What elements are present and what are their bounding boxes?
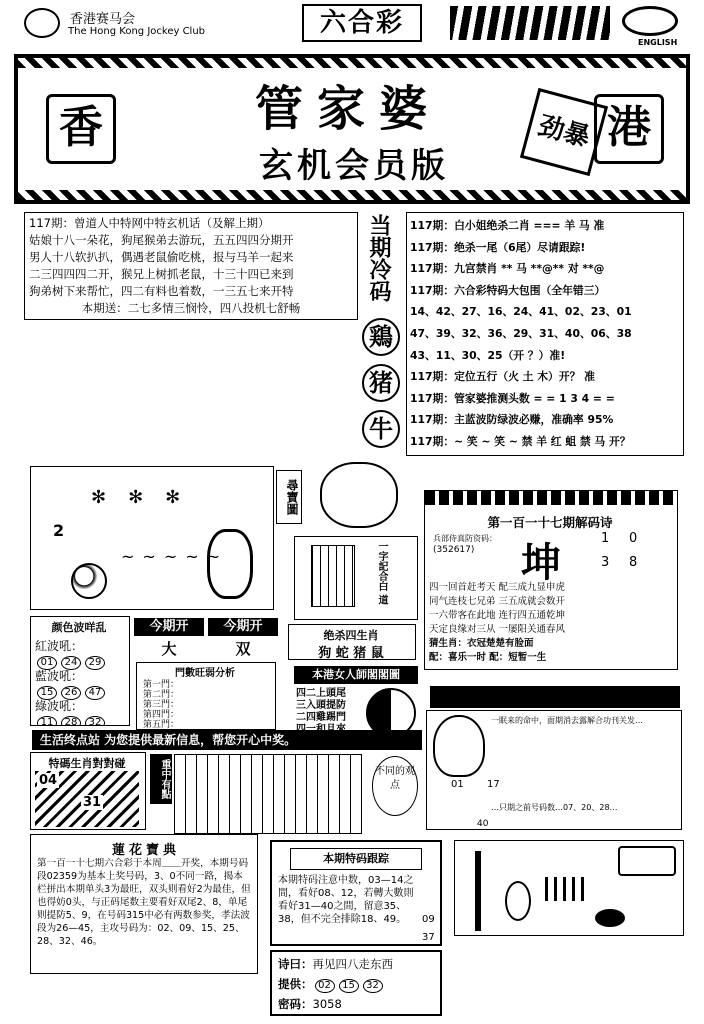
decode-big-char: 坤: [521, 539, 561, 586]
text-line: 本期送：二七多情三悯怜，四八投机七舒畅: [81, 301, 301, 315]
tips-label: 提供：: [278, 977, 313, 991]
decode-box: [424, 490, 678, 670]
decode-riddle: 配：喜乐一时 配：短暂一生: [429, 652, 547, 663]
kai-value: 大: [161, 640, 177, 658]
banner-subtitle: 玄机会员版: [259, 146, 449, 186]
girl-box: [426, 710, 682, 830]
kid-icon: [505, 881, 531, 921]
text-line: 117期：九宫禁肖 ** 马 **@** 对 **@: [410, 262, 605, 276]
fortune-box: [136, 662, 276, 730]
oval-icon: [595, 909, 625, 927]
decode-riddle: 猜生肖：衣冠楚楚有脸面: [429, 638, 534, 649]
wave-number: 28: [61, 716, 81, 726]
treasure-label: 尋寶圖: [276, 470, 302, 524]
kai-value: 双: [235, 640, 251, 658]
cold-item: 鶏: [362, 318, 400, 356]
black-bar: [430, 686, 680, 708]
left-text-box: [24, 212, 358, 320]
wave-number: 11: [37, 716, 57, 726]
book-icon: [618, 846, 676, 876]
pig-mascot-icon: [320, 462, 398, 528]
waves-title: 颜色波咩乱: [51, 621, 107, 634]
lotus-body: 第一百一十七期六合彩于本周＿＿开奖，本期号码段02359为基本上奖号码，3、0不同一路，揭本栏拼出本期单头3为最旺，双头则看好2为最佳，但也得妨0头，与正码尾数主要看好双尾2、8，单尾则提防5、9，在号码315中必有两数参奖，孝法波段为26—45，主攻号码为：02、09、15、25、28、32、46。: [37, 858, 251, 947]
tip-number: 02: [315, 979, 335, 993]
special-number: 04: [39, 773, 58, 788]
banner-main-title: 管家婆: [254, 81, 441, 137]
fortune-row: 第三門：: [143, 700, 180, 710]
special-tag: 重中有點: [150, 754, 172, 804]
wave-label: 藍波吼：: [35, 669, 84, 683]
wave-row: [35, 667, 107, 700]
text-line: 117期：主蓝波防绿波必赚，准确率 95%: [410, 413, 614, 427]
wave-number: 47: [85, 686, 105, 700]
special-number: 31: [83, 795, 102, 810]
lotus-title: 蓮花寶典: [111, 843, 180, 858]
right-text-box: [406, 212, 684, 456]
newspaper-columns: [174, 754, 362, 834]
track-box: [270, 840, 442, 946]
text-line: 二三四四四二开，猴兄上树抓老鼠，十三十四已来到: [29, 267, 294, 281]
code-row: [278, 996, 342, 1012]
eight-title: 本港女人師閣閣圖: [294, 666, 418, 684]
puzzle-box: [30, 466, 274, 610]
riddle-box: [294, 536, 418, 620]
track-side-number: 37: [422, 932, 435, 943]
kill4-box: [288, 624, 416, 660]
cold-label: 当期冷码: [366, 214, 392, 302]
decode-title: 第一百一十七期解码诗: [487, 515, 613, 530]
wave-number: 01: [37, 656, 57, 670]
eight-line: 三入頭提防: [296, 700, 346, 711]
poem-box: [270, 950, 442, 1016]
eight-line: 四二上頭尾: [296, 688, 346, 699]
text-line: 117期：六合彩特码大包围（全年错三）: [410, 283, 606, 297]
wave-row: [35, 637, 107, 670]
eight-line: 二四雞踢門: [296, 712, 346, 723]
fortune-title: 門數旺弱分析: [175, 668, 235, 679]
kai-title: 今期开: [134, 618, 204, 636]
cold-item: 猪: [362, 364, 400, 402]
decode-digit: 1: [601, 531, 610, 546]
tip-number: 15: [339, 979, 359, 993]
wave-number: 29: [85, 656, 105, 670]
wave-number: 32: [85, 716, 105, 726]
banner-side-right: 港: [594, 94, 664, 164]
girl-number: 17: [487, 779, 500, 790]
ball-icon: [71, 563, 107, 599]
poem-label: 诗曰：: [278, 957, 313, 971]
text-line: 男人十八软扒扒，偶遇老鼠偷吃桃，报与马羊一起来: [29, 250, 294, 264]
header-title: 六合彩: [302, 4, 422, 42]
lottery-logo-icon: [622, 6, 678, 36]
banner-side-left: 香: [46, 94, 116, 164]
girl-portrait-icon: [433, 715, 485, 777]
decode-header-pattern: [425, 491, 675, 505]
cold-item: 牛: [362, 410, 400, 448]
kill4-title: 绝杀四生肖: [323, 629, 379, 642]
banner: [14, 54, 690, 204]
fortune-row: 第一門：: [143, 680, 180, 690]
jockey-club-logo-icon: [24, 8, 60, 38]
kill4-values: 狗 蛇 猪 鼠: [318, 646, 384, 660]
english-label: ENGLISH: [638, 38, 678, 47]
code-value: 3058: [312, 997, 342, 1011]
wave-icons: ~~~~~: [121, 547, 229, 566]
track-title: 本期特码跟踪: [290, 848, 422, 870]
banner-border-pattern: [18, 58, 686, 68]
track-body: 本期特码注意中数，03—14之間，看好08、12，若轉大數則看好31—40之間，留意35、38，但不完全排除18、49。: [278, 875, 414, 925]
special-box: [30, 752, 146, 830]
fortune-row: 第二門：: [143, 690, 180, 700]
decode-poem: [429, 581, 673, 665]
decode-code-value: (352617): [433, 545, 475, 555]
poem-line: 一六带客在此地 连行四五通乾坤: [429, 610, 566, 621]
banner-border-pattern: [18, 190, 686, 200]
text-line: 117期：定位五行（火 土 木）开？ 准: [410, 370, 595, 384]
text-line: 43、11、30、25（开 ？）准!: [410, 348, 566, 362]
decode-digit: 8: [629, 555, 638, 570]
wave-number: 15: [37, 686, 57, 700]
poem-line: 四一回首赶考天 配三成九显申虎: [429, 582, 566, 593]
fortune-row: 第四門：: [143, 710, 180, 720]
girl-body-text: 一眠来的命中，面期消去露解合功刊关发…: [491, 716, 643, 725]
special-title: 特碼生肖對對碰: [48, 757, 126, 770]
text-line: 狗弟树下来帮忙，四二有料也着数，一三五七来开特: [29, 284, 294, 298]
banner-burst: 劲暴: [520, 88, 608, 176]
decode-digit: 0: [629, 531, 638, 546]
wave-number: 26: [61, 686, 81, 700]
track-side-number: 09: [422, 914, 435, 925]
text-line: 117期：白小姐绝杀二肖 === 羊 马 准: [410, 219, 605, 232]
not-view-label: 不同的观点: [372, 756, 418, 816]
riddle-scroll-icon: [311, 545, 355, 607]
club-name-en: The Hong Kong Jockey Club: [68, 26, 206, 37]
decode-digit: 3: [601, 555, 610, 570]
bird-icons: ✻✻✻: [91, 487, 203, 508]
text-line: 14、42、27、16、24、41、02、23、01: [410, 305, 632, 319]
text-line: 47、39、32、36、29、31、40、06、38: [410, 326, 632, 340]
poem-text: 再见四八走东西: [312, 957, 393, 971]
fence-icon: [545, 877, 585, 901]
code-label: 密码：: [278, 997, 313, 1011]
tips-row: [278, 976, 385, 993]
text-line: 姑娘十八一朵花，狗尾猴弟去游玩，五五四四分期开: [29, 233, 294, 247]
wave-number: 24: [61, 656, 81, 670]
eight-text: [296, 688, 346, 736]
poem-line: 同气连枝七兄弟 三五成就会数开: [429, 596, 566, 607]
wave-row: [35, 697, 107, 726]
lotus-box: [30, 834, 258, 974]
riddle-vertical-title: 一字記合白 道: [376, 541, 387, 605]
text-line: 117期：管家婆推测头数 = = 1 3 4 = =: [410, 391, 615, 405]
text-line: 117期：绝杀一尾（6尾）尽请跟踪!: [410, 240, 586, 254]
club-name-cn: 香港赛马会: [70, 12, 136, 27]
wave-label: 紅波吼：: [35, 639, 84, 653]
fortune-row: 第五門：: [143, 720, 180, 730]
horse-racing-graphic: [450, 6, 610, 40]
decode-code-label: 兵部侍真防资码：: [433, 534, 497, 543]
text-line: 117期：曾道人中特网中特玄机话（及解上期）: [29, 216, 270, 230]
wave-label: 綠波吼：: [35, 699, 84, 713]
tip-number: 32: [363, 979, 383, 993]
girl-number: 40: [477, 819, 489, 829]
girl-bottom-text: …只期之前号码数…07、20、28…: [491, 803, 618, 812]
poem-row: [278, 956, 393, 972]
kai-title: 今期开: [208, 618, 278, 636]
text-line: 117期：~ 笑 ~ 笑 ~ 禁 羊 红 蛆 禁 马 开？: [410, 434, 631, 448]
poem-line: 天定良缘对三从 一屡阳关通春风: [429, 624, 566, 635]
girl-number: 01: [451, 779, 464, 790]
notice-bar: 生活终点站 为您提供最新信息，帮您开心中奖。: [32, 730, 422, 750]
puzzle-number: 2: [53, 521, 65, 540]
waves-box: [30, 616, 130, 726]
tree-icon: [475, 851, 481, 931]
